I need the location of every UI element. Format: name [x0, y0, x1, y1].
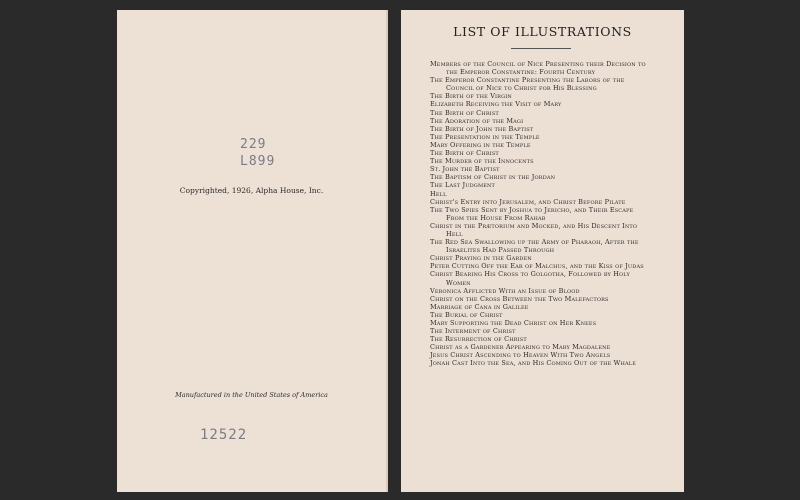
list-item: Christ's Entry into Jerusalem, and Christ Before Pilate — [430, 197, 626, 206]
list-item: Jonah Cast Into the Sea, and His Coming Out of the Whale — [430, 359, 637, 368]
list-item: Peter Cutting Off the Ear of Malchus, and the Kiss of Judas — [430, 262, 644, 271]
list-item: The Resurrection of Christ — [430, 335, 527, 344]
illustrations-list — [430, 60, 652, 368]
list-item: The Last Judgment — [430, 181, 496, 190]
handwritten-accession-number: 12522 — [200, 427, 248, 443]
handwritten-call-number: L899 — [240, 154, 276, 169]
list-item: The Adoration of the Magi — [430, 116, 524, 125]
list-item: St. John the Baptist — [430, 165, 500, 174]
list-item: Christ on the Cross Between the Two Malefactors — [430, 294, 609, 303]
list-item: The Birth of John the Baptist — [430, 124, 534, 133]
list-item: The Birth of Christ — [430, 108, 499, 117]
list-item: Christ in the Prætorium and Mocked, and His Descent Into Hell — [430, 221, 638, 238]
list-item: Jesus Christ Ascending to Heaven With Two Angels — [430, 351, 611, 360]
list-item: Members of the Council of Nice Presenting their Decision to the Emperor Constantine: Fourth Century — [430, 60, 646, 77]
list-item: Elizabeth Receiving the Visit of Mary — [430, 100, 562, 109]
list-item: The Red Sea Swallowing up the Army of Pharaoh, After the Israelites Had Passed Through — [430, 238, 639, 255]
copyright-notice: Copyrighted, 1926, Alpha House, Inc. — [179, 186, 324, 195]
left-page — [117, 10, 388, 492]
page-title: LIST OF ILLUSTRATIONS — [453, 24, 632, 39]
list-item: The Birth of Christ — [430, 149, 499, 158]
list-item: The Interment of Christ — [430, 327, 516, 336]
list-item: The Baptism of Christ in the Jordan — [430, 173, 556, 182]
list-item: Mary Supporting the Dead Christ on Her Knees — [430, 319, 597, 327]
list-item: Mary Offering in the Temple — [430, 140, 531, 149]
list-item: The Two Spies Sent by Joshua to Jericho, and Their Escape From the House From Rahab — [430, 205, 634, 222]
handwritten-class-number: 229 — [240, 137, 267, 152]
title-divider — [511, 48, 571, 49]
list-item: Veronica Afflicted With an Issue of Blood — [430, 286, 580, 295]
list-item: The Presentation in the Temple — [430, 132, 540, 141]
list-item: Christ as a Gardener Appearing to Mary Magdalene — [430, 343, 611, 352]
manufactured-notice: Manufactured in the United States of America — [175, 391, 328, 399]
list-item: The Birth of the Virgin — [430, 92, 512, 101]
list-item: Marriage of Cana in Galilee — [430, 302, 529, 311]
list-item: Christ Praying in the Garden — [430, 254, 532, 263]
list-item: The Emperor Constantine Presenting the Labors of the Council of Nice to Christ for His Blessing — [430, 76, 625, 93]
list-item: The Murder of the Innocents — [430, 157, 534, 166]
list-item: The Burial of Christ — [430, 310, 503, 319]
list-item: Christ Bearing His Cross to Golgotha, Followed by Holy Women — [430, 270, 630, 287]
list-item: Hell — [430, 189, 447, 198]
